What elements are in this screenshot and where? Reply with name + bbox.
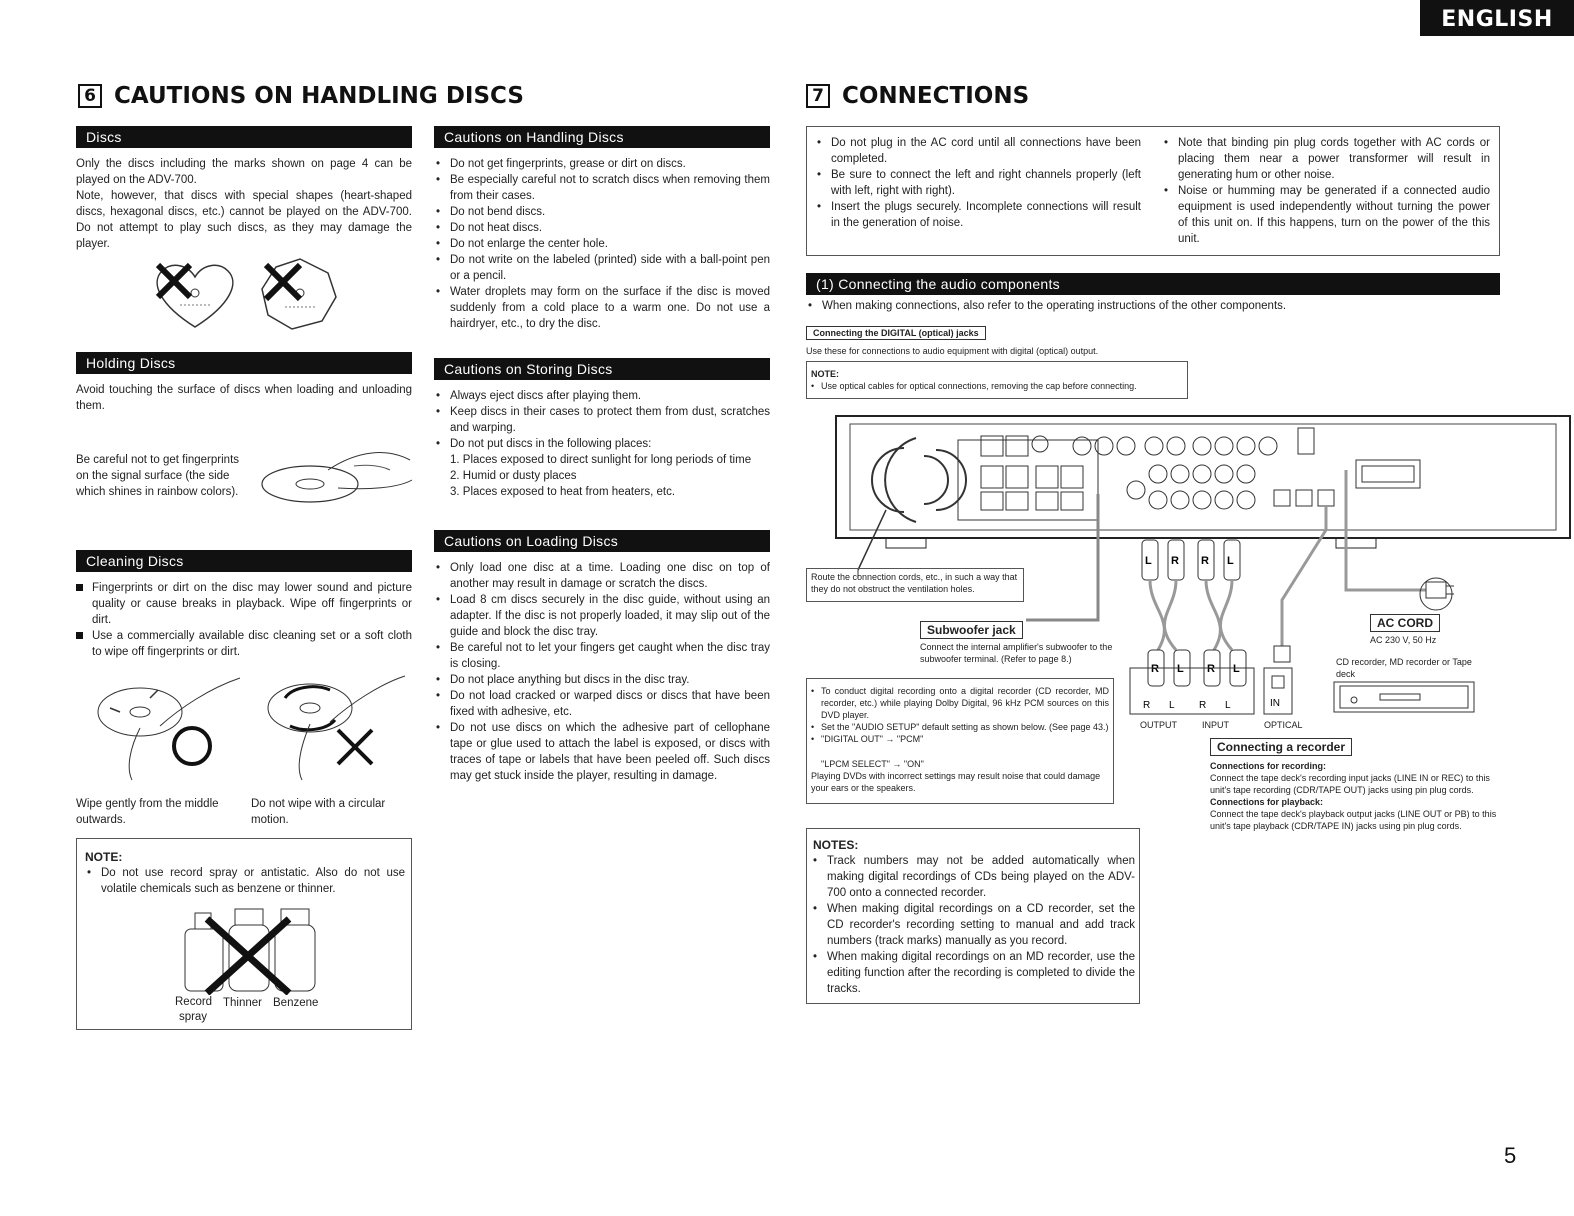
digital-jacks-text: Use these for connections to audio equipment with digital (optical) output. [806,346,1099,356]
note-item: • Do not use record spray or antistatic. Also do not use volatile chemicals such as benzene or thinner. [85,865,405,897]
upper-plug-r1: R [1171,555,1179,567]
loading-item: • Load 8 cm discs securely in the disc guide, without using an adapter. If the disc is not properly loaded, it may slip out of the guide and block the disc tray. [434,592,770,640]
loading-list [434,560,770,784]
upper-plug-l2: L [1227,555,1234,567]
handling-item: • Be especially careful not to scratch discs when removing them from their cases. [434,172,770,204]
heart-disc-icon [157,265,233,327]
storing-item: • Keep discs in their cases to protect them from dust, scratches and warping. [434,404,770,436]
digital-recording-list [809,685,1109,745]
label-record-spray: Record spray [175,996,213,1023]
upper-plug-l1: L [1145,555,1152,567]
intro-item: • Do not plug in the AC cord until all connections have been completed. [815,135,1141,167]
holding-heading: Holding Discs [76,352,412,374]
jack-letter-l2: L [1225,700,1231,711]
section6-title [78,84,524,108]
chemicals-illustration [177,905,317,995]
section7-title-text: CONNECTIONS [842,83,1030,109]
recorder-tag: Connecting a recorder [1210,738,1352,756]
recorder-label: CD recorder, MD recorder or Tape deck [1336,657,1472,679]
notes-item: • When making digital recordings on an MD recorder, use the editing function after the recording is completed to divide the tracks. [811,949,1135,997]
storing-content [434,388,770,500]
handling-heading: Cautions on Handling Discs [434,126,770,148]
playback-heading: Connections for playback: [1210,797,1324,807]
subwoofer-text: Connect the internal amplifier's subwoofer to the subwoofer terminal. (Refer to page 8.) [920,642,1113,664]
intro-right-list [1162,135,1490,247]
optical-note-heading: NOTE: [811,369,839,379]
jack-letter-l1: L [1169,700,1175,711]
storing-item: • Always eject discs after playing them. [434,388,770,404]
hexagon-disc-icon [262,259,336,329]
storing-place: 1. Places exposed to direct sunlight for long periods of time [450,454,752,466]
notes-box [806,828,1140,1004]
lower-plug-r2: R [1207,663,1215,675]
rca-plugs-upper [1142,540,1240,580]
loading-item: • Only load one disc at a time. Loading one disc on top of another may result in damage or scratch the discs. [434,560,770,592]
section6-number: 6 [78,84,102,108]
digital-recording-item: • "DIGITAL OUT" → "PCM" [809,733,1109,745]
storing-item: • Do not put discs in the following places: [434,436,770,452]
note-box [76,838,412,1030]
language-tab: ENGLISH [1420,0,1574,36]
lpcm-setting: "LPCM SELECT" → "ON" [821,759,924,769]
discs-p2: Note, however, that discs with special shapes (heart-shaped discs, hexagonal discs, etc.) cannot be played on the ADV-700. Do not attempt to play such discs, as they may damage the player. [76,190,412,250]
recording-heading: Connections for recording: [1210,761,1327,771]
handling-item: • Do not enlarge the center hole. [434,236,770,252]
handling-item: • Do not bend discs. [434,204,770,220]
storing-place: 3. Places exposed to heat from heaters, etc. [450,486,676,498]
wiping-illustration [80,668,410,788]
label-benzene: Benzene [273,997,319,1009]
loading-item: • Do not place anything but discs in the disc tray. [434,672,770,688]
benzene-bottle-icon [275,909,315,991]
optical-label: OPTICAL [1264,720,1303,730]
discs-heading: Discs [76,126,412,148]
intro-left-list [815,135,1141,231]
output-label: OUTPUT [1140,720,1177,730]
optical-in-label: IN [1270,698,1280,709]
discs-text [76,156,412,252]
intro-item: • Noise or humming may be generated if a connected audio equipment is used independently without turning the power of this unit on. If this happens, turn on the power of the this unit. [1162,183,1490,247]
label-thinner: Thinner [223,997,262,1009]
connections-intro-box [806,126,1500,256]
loading-item: • Do not load cracked or warped discs or discs that have been fixed with adhesive, etc. [434,688,770,720]
handling-item: • Do not get fingerprints, grease or dirt on discs. [434,156,770,172]
hand-holding-disc-illustration [258,430,418,510]
recorder-instructions [1210,760,1500,832]
notes-item: • Track numbers may not be added automatically when making digital recordings of CDs being played on the ADV-700 onto a connected recorder. [811,853,1135,901]
digital-jacks-tag: Connecting the DIGITAL (optical) jacks [806,326,986,340]
av-jacks-icon [1073,437,1334,509]
storing-heading: Cautions on Storing Discs [434,358,770,380]
notes-heading: NOTES: [813,838,859,852]
input-label: INPUT [1202,720,1229,730]
cleaning-item: Use a commercially available disc cleaning set or a soft cloth to wipe off fingerprints or dirt. [76,628,412,660]
page-number: 5 [1504,1143,1517,1168]
cleaning-list [76,580,412,660]
note-heading: NOTE: [85,850,123,864]
loading-item: • Be careful not to let your fingers get caught when the disc tray is closing. [434,640,770,672]
holding-caption: Be careful not to get fingerprints on the signal surface (the side which shines in rainbow colors). [76,454,240,498]
handling-item: • Water droplets may form on the surface if the disc is moved suddenly from a cold place to a warm one. Do not use a hairdryer, etc., to dry the disc. [434,284,770,332]
ac-plug-icon [1420,578,1454,610]
jack-letter-r1: R [1143,700,1151,711]
lower-plug-r1: R [1151,663,1159,675]
digital-recording-box [806,678,1114,804]
upper-plug-r2: R [1201,555,1209,567]
holding-p1: Avoid touching the surface of discs when loading and unloading them. [76,384,412,412]
digital-recording-item: • To conduct digital recording onto a digital recorder (CD recorder, MD recorder, etc.) while playing Dolby Digital, 96 kHz PCM sources on this DVD player. [809,685,1109,721]
section7-number: 7 [806,84,830,108]
notes-list [811,853,1135,997]
handling-item: • Do not heat discs. [434,220,770,236]
incorrect-wipe-icon [268,676,405,780]
jack-letter-r2: R [1199,700,1207,711]
digital-recording-item: • Set the "AUDIO SETUP" default setting as shown below. (See page 43.) [809,721,1109,733]
ventilation-note: Route the connection cords, etc., in such a way that they do not obstruct the ventilation holes. [806,568,1024,602]
cleaning-caption-right: Do not wipe with a circular motion. [251,798,386,826]
storing-place: 2. Humid or dusty places [450,470,577,482]
optical-note-item: • Use optical cables for optical connections, removing the cap before connecting. [809,380,1185,392]
handling-item: • Do not write on the labeled (printed) side with a ball-point pen or a pencil. [434,252,770,284]
thinner-bottle-icon [229,909,269,991]
odd-shaped-discs-illustration [140,255,350,335]
section6-title-text: CAUTIONS ON HANDLING DISCS [114,83,524,109]
speaker-terminals-icon [981,436,1083,510]
recording-text: Connect the tape deck's recording input jacks (LINE IN or REC) to this unit's tape recording (CDR/TAPE OUT) jacks using pin plug cords. [1210,773,1490,795]
cleaning-item: Fingerprints or dirt on the disc may lower sound and picture quality or cause breaks in playback. Wipe off fingerprints or dirt. [76,580,412,628]
digital-recording-warning: Playing DVDs with incorrect settings may result noise that could damage your ears or the speakers. [811,771,1101,793]
cleaning-caption-left: Wipe gently from the middle outwards. [76,798,219,826]
handling-list [434,156,770,332]
ac-cord-tag: AC CORD [1370,614,1440,632]
lower-plug-l1: L [1177,663,1184,675]
playback-text: Connect the tape deck's playback output jacks (LINE OUT or PB) to this unit's tape playback (CDR/TAPE IN) jacks using pin plug cords. [1210,809,1497,831]
subwoofer-tag: Subwoofer jack [920,621,1023,639]
loading-heading: Cautions on Loading Discs [434,530,770,552]
note-list [85,865,405,897]
optical-note-list [809,380,1185,392]
audio-intro-item: • When making connections, also refer to the operating instructions of the other components. [806,298,1500,314]
intro-item: • Note that binding pin plug cords together with AC cords or placing them near a power transformer will result in generating hum or other noise. [1162,135,1490,183]
lower-plug-l2: L [1233,663,1240,675]
discs-p1: Only the discs including the marks shown on page 4 can be played on the ADV-700. [76,158,412,186]
correct-wipe-icon [98,678,240,780]
section7-title [806,84,1029,108]
audio-intro [806,298,1500,314]
cleaning-heading: Cleaning Discs [76,550,412,572]
optical-note-box [806,361,1188,399]
cd-recorder-icon [1334,682,1474,712]
notes-item: • When making digital recordings on a CD recorder, set the CD recorder's recording setting to manual and add track numbers (track marks) manually as you record. [811,901,1135,949]
intro-item: • Insert the plugs securely. Incomplete connections will result in the generation of noise. [815,199,1141,231]
audio-heading: (1) Connecting the audio components [806,273,1500,295]
intro-item: • Be sure to connect the left and right channels properly (left with left, right with right). [815,167,1141,199]
loading-item: • Do not use discs on which the adhesive part of cellophane tape or glue used to attach the label is exposed, or discs with traces of tape or labels that have been peeled off. Such discs may get stuck inside the player, resulting in damage. [434,720,770,784]
ac-spec: AC 230 V, 50 Hz [1370,635,1437,645]
ventilation-fan-icon [872,438,966,522]
